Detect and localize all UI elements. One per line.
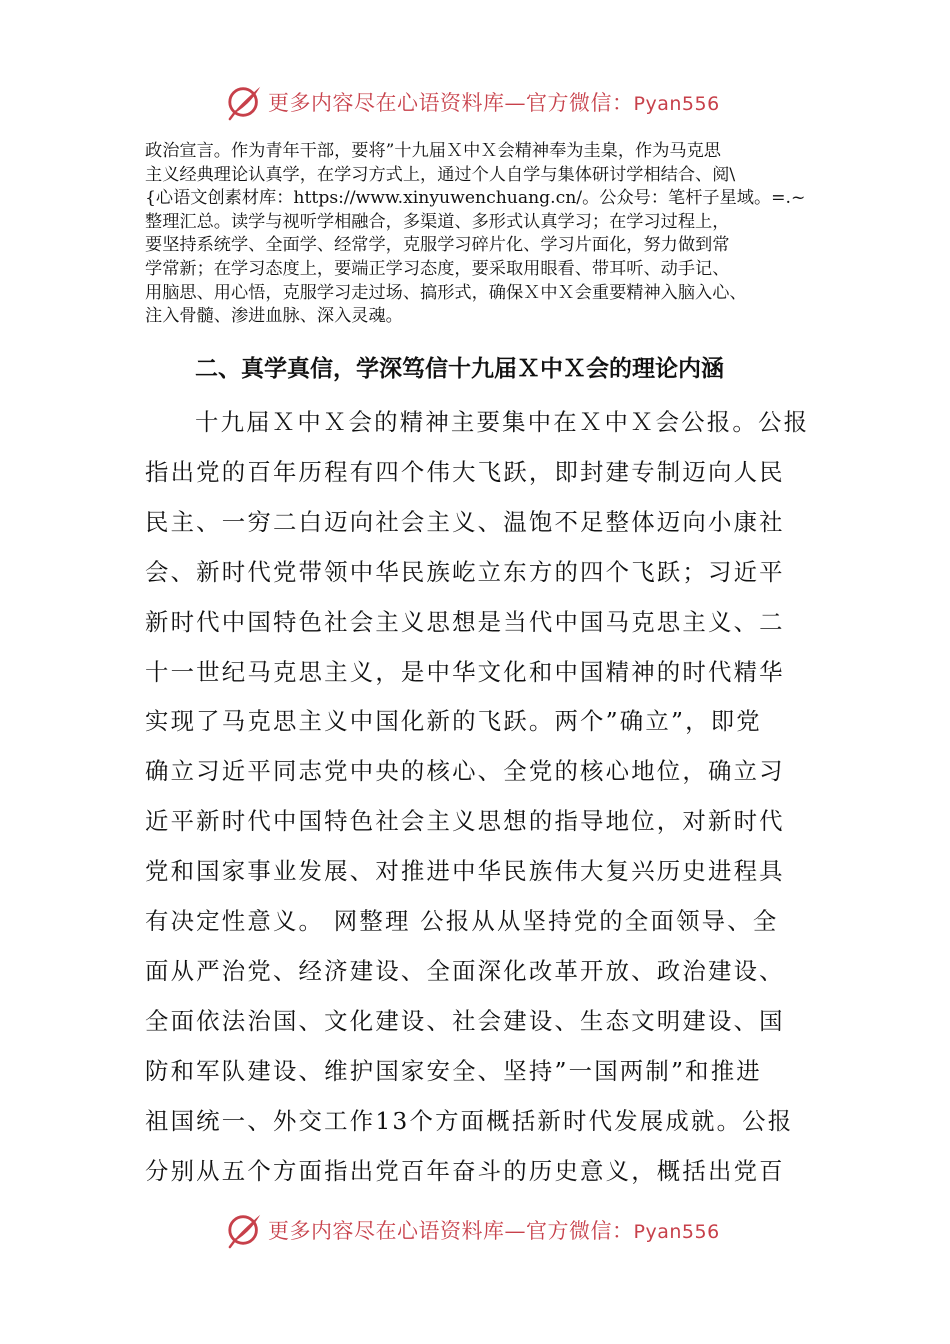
text-line: 十一世纪马克思主义，是中华文化和中国精神的时代精华: [145, 657, 785, 686]
text-line: 祖国统一、外交工作13个方面概括新时代发展成就。公报: [145, 1106, 794, 1135]
text-line: 党和国家事业发展、对推进中华民族伟大复兴历史进程具: [145, 857, 785, 886]
wechat-id: Pyan556: [633, 93, 720, 115]
banner-text: 更多内容尽在心语资料库—官方微信：Pyan556: [268, 1219, 720, 1243]
section-heading: 二、真学真信，学深笃信十九届Ｘ中Ｘ会的理论内涵: [195, 356, 724, 382]
text-line: 近平新时代中国特色社会主义思想的指导地位，对新时代: [145, 807, 785, 836]
footer-watermark-banner: [226, 1210, 746, 1250]
text-line: 实现了马克思主义中国化新的飞跃。两个”确立”，即党: [145, 707, 762, 736]
text-line: 分别从五个方面指出党百年奋斗的历史意义，概括出党百: [145, 1156, 785, 1185]
text-line: 要坚持系统学、全面学、经常学，克服学习碎片化、学习片面化，努力做到常: [145, 235, 730, 256]
text-line: 政治宣言。作为青年干部，要将”十九届Ｘ中Ｘ会精神奉为圭臬，作为马克思: [145, 141, 721, 161]
text-line: 新时代中国特色社会主义思想是当代中国马克思主义、二: [145, 607, 785, 636]
text-line: 用脑思、用心悟，克服学习走过场、搞形式，确保Ｘ中Ｘ会重要精神入脑入心、: [145, 282, 747, 303]
text-line: 防和军队建设、维护国家安全、坚持”一国两制”和推进: [145, 1056, 762, 1085]
text-line: 注入骨髓、渗进血脉、深入灵魂。: [145, 306, 403, 327]
main-paragraph: [145, 398, 825, 1197]
text-line: 全面依法治国、文化建设、社会建设、生态文明建设、国: [145, 1006, 785, 1035]
text-line: 整理汇总。读学与视听学相融合，多渠道、多形式认真学习；在学习过程上，: [145, 211, 730, 232]
wechat-id: Pyan556: [633, 1221, 720, 1243]
text-line: {心语文创素材库：https://www.xinyuwenchuang.cn/。公众号：笔杆子星域。=.~: [145, 188, 806, 209]
header-watermark-banner: [226, 82, 746, 122]
text-line: 面从严治党、经济建设、全面深化改革开放、政治建设、: [145, 956, 785, 985]
quill-logo-icon: [226, 83, 264, 121]
text-line: 学常新；在学习态度上，要端正学习态度，要采取用眼看、带耳听、动手记、: [145, 258, 730, 279]
text-line: 确立习近平同志党中央的核心、全党的核心地位，确立习: [145, 757, 785, 786]
banner-text: 更多内容尽在心语资料库—官方微信：Pyan556: [268, 91, 720, 115]
text-line: 十九届Ｘ中Ｘ会的精神主要集中在Ｘ中Ｘ会公报。公报: [195, 408, 810, 436]
text-line: 主义经典理论认真学，在学习方式上，通过个人自学与集体研讨学相结合、阅\: [145, 164, 736, 185]
intro-paragraph: [145, 140, 815, 329]
quill-logo-icon: [226, 1211, 264, 1249]
text-line: 民主、一穷二白迈向社会主义、温饱不足整体迈向小康社: [145, 507, 785, 536]
text-line: 会、新时代党带领中华民族屹立东方的四个飞跃；习近平: [145, 557, 785, 586]
text-line: 指出党的百年历程有四个伟大飞跃，即封建专制迈向人民: [145, 457, 785, 486]
text-line: 有决定性意义。 网整理 公报从从坚持党的全面领导、全: [145, 907, 779, 936]
